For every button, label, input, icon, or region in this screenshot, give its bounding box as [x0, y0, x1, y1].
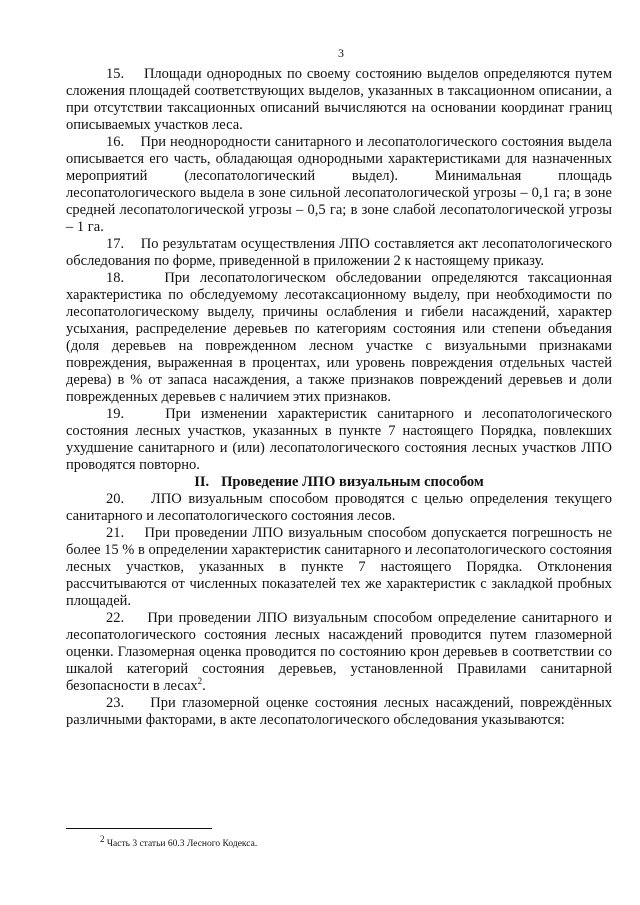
paragraph-text: При изменении характеристик санитарного и лесопатологического состояния лесных участков, указанных в пункте 7 настоящего Порядка, повлекших ухудшение санитарного и (или) лесопатологического состояния лесных участков ЛПО проводятся повторно. [66, 406, 612, 473]
paragraph-text: При лесопатологическом обследовании определяются таксационная характеристика по обследуемому лесотаксационному выделу, при необходимости по лесопатологическому выделу, причины ослабления и гибели насаждений, характер усыхания, распределение деревьев по категориям состояния или степени объедания (доля деревьев на поврежденном лесном участке с визуальными признаками повреждения, выраженная в процентах, или уровень повреждения отдельных частей дерева) в % от запаса насаждения, а также признаков повреждений деревьев и доли поврежденных деревьев с наличием этих признаков. [66, 270, 612, 405]
footnote-divider [66, 828, 212, 829]
paragraph-text: При проведении ЛПО визуальным способом определение санитарного и лесопатологического состояния лесных насаждений проводится путем глазомерной оценки. Глазомерная оценка проводится по состоянию крон деревьев в соответствии со шкалой категорий состояния деревьев, установленной Правилами санитарной безопасности в лесах [66, 610, 613, 694]
paragraph [66, 66, 612, 134]
paragraph-number: 19. [106, 406, 125, 422]
paragraph [66, 406, 612, 474]
section-heading [66, 474, 612, 491]
section-numeral: II. [194, 474, 210, 490]
footnote-ref: 2 [197, 676, 203, 687]
paragraph-tail: . [202, 678, 206, 694]
footnote [100, 833, 258, 850]
paragraph [66, 134, 612, 236]
paragraph-number: 16. [106, 134, 125, 150]
paragraph-text: При глазомерной оценке состояния лесных насаждений, повреждённых различными факторами, в акте лесопатологического обследования указываются: [66, 695, 612, 728]
paragraph-number: 17. [106, 236, 125, 252]
paragraph [66, 270, 612, 406]
paragraph-number: 23. [106, 695, 125, 711]
paragraph-text: ЛПО визуальным способом проводятся с целью определения текущего санитарного и лесопатологического состояния лесов. [66, 491, 612, 524]
paragraph-number: 18. [106, 270, 125, 286]
paragraph [66, 236, 612, 270]
page-number: 3 [338, 46, 344, 60]
footnote-text: Часть 3 статьи 60.3 Лесного Кодекса. [106, 839, 258, 849]
paragraph-number: 15. [106, 66, 125, 82]
paragraph-text: При неоднородности санитарного и лесопатологического состояния выдела описывается его часть, обладающая однородными характеристиками для назначенных мероприятий (лесопатологический выдел). Минимальная площадь лесопатологического выдела в зоне сильной лесопатологической угрозы – 0,1 га; в зоне средней лесопатологической угрозы – 0,5 га; в зоне слабой лесопатологической угрозы – 1 га. [66, 134, 612, 235]
paragraph [66, 525, 612, 610]
paragraph-number: 20. [106, 491, 125, 507]
paragraph [66, 610, 612, 695]
paragraph [66, 695, 612, 729]
document-body [66, 66, 612, 729]
paragraph-text: По результатам осуществления ЛПО составляется акт лесопатологического обследования по форме, приведенной в приложении 2 к настоящему приказу. [66, 236, 613, 269]
paragraph-group-1 [66, 66, 612, 474]
paragraph-text: При проведении ЛПО визуальным способом допускается погрешность не более 15 % в определении характеристик санитарного и лесопатологического состояния лесных участков, указанных в пункте 7 настоящего Порядка. Отклонения рассчитываются от численных показателей тех же характеристик с закладкой пробных площадей. [66, 525, 613, 609]
paragraph-group-2 [66, 491, 612, 729]
section-title: Проведение ЛПО визуальным способом [221, 474, 484, 490]
paragraph-number: 22. [106, 610, 125, 626]
paragraph-text: Площади однородных по своему состоянию выделов определяются путем сложения площадей соответствующих выделов, указанных в таксационном описании, а при отсутствии таксационных описаний вычисляются на основании координат границ описываемых участков леса. [66, 66, 612, 133]
paragraph-number: 21. [106, 525, 125, 541]
footnote-mark: 2 [100, 833, 105, 844]
paragraph [66, 491, 612, 525]
